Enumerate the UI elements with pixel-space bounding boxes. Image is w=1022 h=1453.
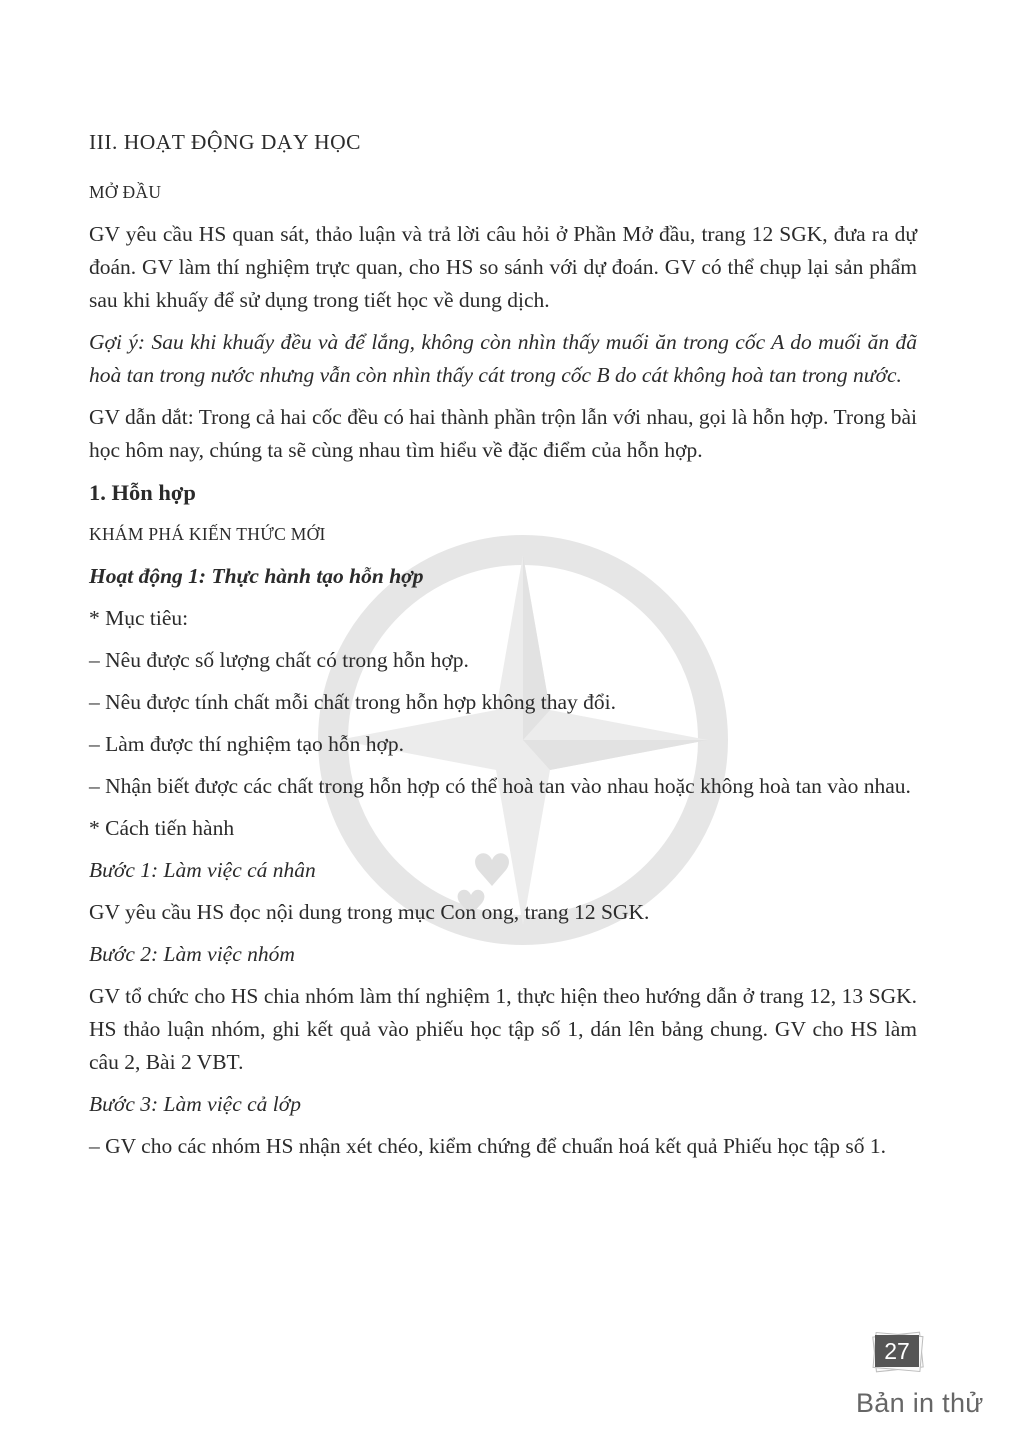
intro-heading: MỞ ĐẦU <box>89 182 162 202</box>
draft-label: Bản in thử <box>856 1388 984 1418</box>
step-title: Bước 1: Làm việc cá nhân <box>89 858 316 882</box>
page-number: 27 <box>875 1335 919 1367</box>
objectives-label: * Mục tiêu: <box>89 606 189 630</box>
objective-item: – Làm được thí nghiệm tạo hỗn hợp. <box>89 732 405 756</box>
explore-heading: KHÁM PHÁ KIẾN THỨC MỚI <box>89 524 326 544</box>
page-number-badge <box>866 1330 924 1370</box>
step-text: – GV cho các nhóm HS nhận xét chéo, kiểm chứng để chuẩn hoá kết quả Phiếu học tập số 1. <box>89 1134 887 1158</box>
hint-paragraph: Gợi ý: Sau khi khuấy đều và để lắng, không còn nhìn thấy muối ăn trong cốc A do muối ăn đã hoà tan trong nước nhưng vẫn còn nhìn thấy cát trong cốc B do cát không hoà tan trong nước. <box>89 330 917 387</box>
objective-item: – Nêu được số lượng chất có trong hỗn hợp. <box>89 648 469 672</box>
subsection-title: 1. Hỗn hợp <box>89 480 196 505</box>
step-title: Bước 2: Làm việc nhóm <box>89 942 295 966</box>
page-content <box>89 126 917 1172</box>
section-title: III. HOẠT ĐỘNG DẠY HỌC <box>89 130 361 154</box>
step-text: GV yêu cầu HS đọc nội dung trong mục Con ong, trang 12 SGK. <box>89 900 650 924</box>
objective-item: – Nhận biết được các chất trong hỗn hợp có thể hoà tan vào nhau hoặc không hoà tan vào nhau. <box>89 774 911 798</box>
step-text: GV tổ chức cho HS chia nhóm làm thí nghiệm 1, thực hiện theo hướng dẫn ở trang 12, 13 SGK. HS thảo luận nhóm, ghi kết quả vào phiếu học tập số 1, dán lên bảng chung. GV cho HS làm câu 2, Bài 2 VBT. <box>89 984 917 1074</box>
intro-paragraph: GV yêu cầu HS quan sát, thảo luận và trả lời câu hỏi ở Phần Mở đầu, trang 12 SGK, đưa ra dự đoán. GV làm thí nghiệm trực quan, cho HS so sánh với dự đoán. GV có thể chụp lại sản phẩm sau khi khuấy để sử dụng trong tiết học về dung dịch. <box>89 222 917 312</box>
procedure-label: * Cách tiến hành <box>89 816 235 840</box>
step-title: Bước 3: Làm việc cả lớp <box>89 1092 301 1116</box>
objective-item: – Nêu được tính chất mỗi chất trong hỗn hợp không thay đổi. <box>89 690 617 714</box>
lead-paragraph: GV dẫn dắt: Trong cả hai cốc đều có hai thành phần trộn lẫn với nhau, gọi là hỗn hợp. Trong bài học hôm nay, chúng ta sẽ cùng nhau tìm hiểu về đặc điểm của hỗn hợp. <box>89 405 917 462</box>
activity-title: Hoạt động 1: Thực hành tạo hỗn hợp <box>89 564 424 588</box>
